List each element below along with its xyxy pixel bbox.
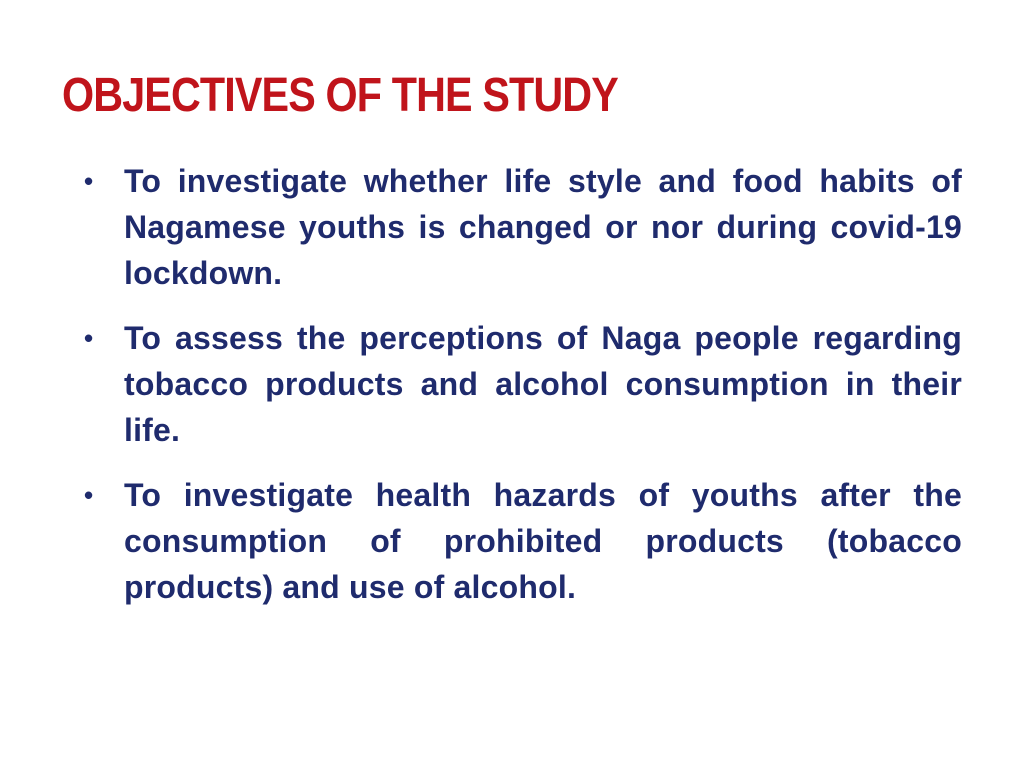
slide-title: OBJECTIVES OF THE STUDY [62,69,618,122]
objective-text: To investigate whether life style and food habits of Nagamese youths is changed or nor during covid-19 lockdown. [124,163,962,291]
objectives-list [84,158,962,629]
objective-item [84,158,962,296]
bullet-icon: • [84,480,94,510]
objective-item [84,472,962,610]
bullet-icon: • [84,323,94,353]
bullet-icon: • [84,166,94,196]
objective-text: To assess the perceptions of Naga people regarding tobacco products and alcohol consumption in their life. [124,320,962,448]
objective-item [84,315,962,453]
objective-text: To investigate health hazards of youths after the consumption of prohibited products (tobacco products) and use of alcohol. [124,477,962,605]
